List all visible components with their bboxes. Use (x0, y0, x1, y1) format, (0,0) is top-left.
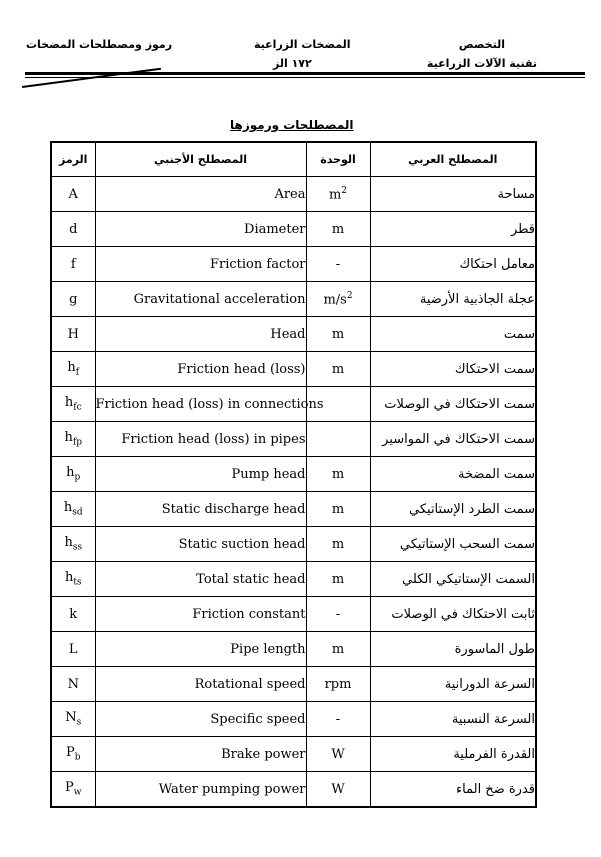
symbol-base: L (68, 641, 78, 657)
cell-arabic-term: السرعة الدورانية (370, 667, 536, 702)
cell-unit (306, 702, 370, 737)
symbol-base: h (64, 570, 74, 586)
cell-arabic-term: معامل احتكاك (370, 247, 536, 282)
unit-base: - (335, 606, 341, 622)
cell-foreign-term: Friction head (loss) in connections (95, 387, 306, 422)
unit-base: m (328, 187, 342, 203)
table-row (51, 492, 536, 527)
unit-base: m (331, 326, 345, 342)
table-row (51, 282, 536, 317)
cell-symbol (51, 632, 95, 667)
cell-foreign-term: Pump head (95, 457, 306, 492)
cell-symbol (51, 527, 95, 562)
unit-base: m (331, 641, 345, 657)
symbol-base: k (69, 606, 78, 622)
cell-unit (306, 247, 370, 282)
cell-unit (306, 772, 370, 808)
cell-unit (306, 317, 370, 352)
cell-arabic-term: سمت السحب الإستاتيكي (370, 527, 536, 562)
cell-symbol (51, 562, 95, 597)
cell-unit (306, 562, 370, 597)
symbol-subscript: sd (72, 507, 83, 518)
table-row (51, 457, 536, 492)
cell-unit (306, 632, 370, 667)
table-row (51, 632, 536, 667)
cell-unit (306, 492, 370, 527)
col-header-arabic: المصطلح العربي (370, 142, 536, 177)
table-row (51, 772, 536, 808)
cell-foreign-term: Friction head (loss) in pipes (95, 422, 306, 457)
cell-symbol (51, 737, 95, 772)
cell-symbol (51, 282, 95, 317)
cell-unit (306, 597, 370, 632)
col-header-foreign: المصطلح الأجنبي (95, 142, 306, 177)
cell-arabic-term: عجلة الجاذبية الأرضية (370, 282, 536, 317)
cell-arabic-term: سمت (370, 317, 536, 352)
unit-exponent: 2 (341, 185, 348, 196)
cell-arabic-term: قطر (370, 212, 536, 247)
cell-symbol (51, 352, 95, 387)
cell-foreign-term: Rotational speed (95, 667, 306, 702)
cell-arabic-term: طول الماسورة (370, 632, 536, 667)
section-title: المصطلحات ورموزها (230, 118, 354, 132)
cell-arabic-term: سمت الاحتكاك في الوصلات (370, 387, 536, 422)
cell-unit (306, 737, 370, 772)
symbol-base: P (65, 745, 75, 761)
unit-exponent: 2 (346, 290, 353, 301)
table-row (51, 247, 536, 282)
specialization-label: التخصص (458, 38, 505, 51)
unit-base: m (331, 221, 345, 237)
cell-symbol (51, 317, 95, 352)
cell-foreign-term: Static discharge head (95, 492, 306, 527)
table-row (51, 422, 536, 457)
unit-base: m (331, 466, 345, 482)
cell-foreign-term: Friction head (loss) (95, 352, 306, 387)
cell-unit (306, 352, 370, 387)
cell-foreign-term: Specific speed (95, 702, 306, 737)
cell-symbol (51, 387, 95, 422)
symbol-base: h (64, 535, 73, 551)
cell-foreign-term: Pipe length (95, 632, 306, 667)
table-row (51, 387, 536, 422)
cell-symbol (51, 772, 95, 808)
cell-arabic-term: مساحة (370, 177, 536, 212)
table-row (51, 562, 536, 597)
cell-symbol (51, 422, 95, 457)
symbol-subscript: fc (73, 402, 82, 413)
table-row (51, 352, 536, 387)
cell-arabic-term: القدرة الفرملية (370, 737, 536, 772)
symbol-base: h (66, 465, 75, 481)
unit-base: W (331, 781, 345, 797)
cell-symbol (51, 492, 95, 527)
cell-arabic-term: سمت الاحتكاك في المواسير (370, 422, 536, 457)
unit-base: m/s (323, 292, 347, 308)
unit-base: m (331, 361, 345, 377)
table-row (51, 597, 536, 632)
unit-base: rpm (324, 676, 352, 692)
cell-unit (306, 212, 370, 247)
unit-base: m (331, 536, 345, 552)
cell-foreign-term: Gravitational acceleration (95, 282, 306, 317)
cell-arabic-term: سمت الاحتكاك (370, 352, 536, 387)
symbol-base: h (63, 500, 73, 516)
table-row (51, 527, 536, 562)
document-title: رموز ومصطلحات المضخات (26, 38, 173, 51)
table-row (51, 177, 536, 212)
symbol-base: f (70, 256, 76, 272)
cell-arabic-term: سمت الطرد الإستاتيكي (370, 492, 536, 527)
cell-foreign-term: Total static head (95, 562, 306, 597)
symbol-base: g (69, 291, 78, 307)
symbol-subscript: p (74, 472, 81, 483)
cell-foreign-term: Friction factor (95, 247, 306, 282)
symbol-base: h (67, 360, 76, 376)
specialization-value: تقنية الآلات الزراعية (426, 57, 537, 70)
cell-foreign-term: Head (95, 317, 306, 352)
unit-base: - (335, 711, 341, 727)
symbol-base: H (67, 326, 79, 342)
symbol-subscript: ss (72, 542, 83, 553)
cell-foreign-term: Water pumping power (95, 772, 306, 808)
unit-base: - (335, 256, 341, 272)
symbol-base: h (64, 395, 74, 411)
cell-foreign-term: Friction constant (95, 597, 306, 632)
table-row (51, 702, 536, 737)
col-header-unit: الوحدة (306, 142, 370, 177)
cell-unit (306, 282, 370, 317)
unit-base: m (331, 571, 345, 587)
cell-unit (306, 527, 370, 562)
cell-arabic-term: قدرة ضخ الماء (370, 772, 536, 808)
symbol-base: P (65, 780, 74, 796)
symbol-subscript: fp (72, 437, 82, 448)
cell-foreign-term: Diameter (95, 212, 306, 247)
table-row (51, 317, 536, 352)
cell-symbol (51, 177, 95, 212)
cell-symbol (51, 247, 95, 282)
cell-unit (306, 422, 370, 457)
symbol-base: N (67, 676, 79, 692)
table-row (51, 212, 536, 247)
symbol-subscript: w (73, 787, 82, 798)
symbol-subscript: b (74, 752, 81, 763)
symbol-subscript: s (76, 717, 82, 728)
cell-foreign-term: Brake power (95, 737, 306, 772)
table-header-row (51, 142, 536, 177)
cell-unit (306, 457, 370, 492)
unit-base: m (331, 501, 345, 517)
cell-arabic-term: سمت المضخة (370, 457, 536, 492)
cell-symbol (51, 212, 95, 247)
cell-arabic-term: السمت الإستاتيكي الكلي (370, 562, 536, 597)
cell-arabic-term: ثابت الاحتكاك في الوصلات (370, 597, 536, 632)
symbol-base: h (64, 430, 73, 446)
course-title: المضخات الزراعية (254, 38, 351, 51)
symbol-subscript: ts (73, 577, 82, 588)
cell-symbol (51, 457, 95, 492)
course-code: ١٧٢ الز (273, 57, 312, 70)
symbol-base: d (69, 221, 78, 237)
table-row (51, 737, 536, 772)
cell-foreign-term: Area (95, 177, 306, 212)
cell-arabic-term: السرعة النسبية (370, 702, 536, 737)
symbol-subscript: f (75, 367, 80, 378)
unit-base: W (331, 746, 345, 762)
header-rule-thin (25, 77, 585, 78)
col-header-symbol: الرمز (51, 142, 95, 177)
cell-symbol (51, 597, 95, 632)
symbol-base: A (68, 186, 78, 202)
cell-unit (306, 667, 370, 702)
cell-symbol (51, 667, 95, 702)
cell-foreign-term: Static suction head (95, 527, 306, 562)
terms-table (50, 141, 537, 808)
cell-unit (306, 177, 370, 212)
symbol-base: N (65, 710, 77, 726)
table-row (51, 667, 536, 702)
cell-symbol (51, 702, 95, 737)
